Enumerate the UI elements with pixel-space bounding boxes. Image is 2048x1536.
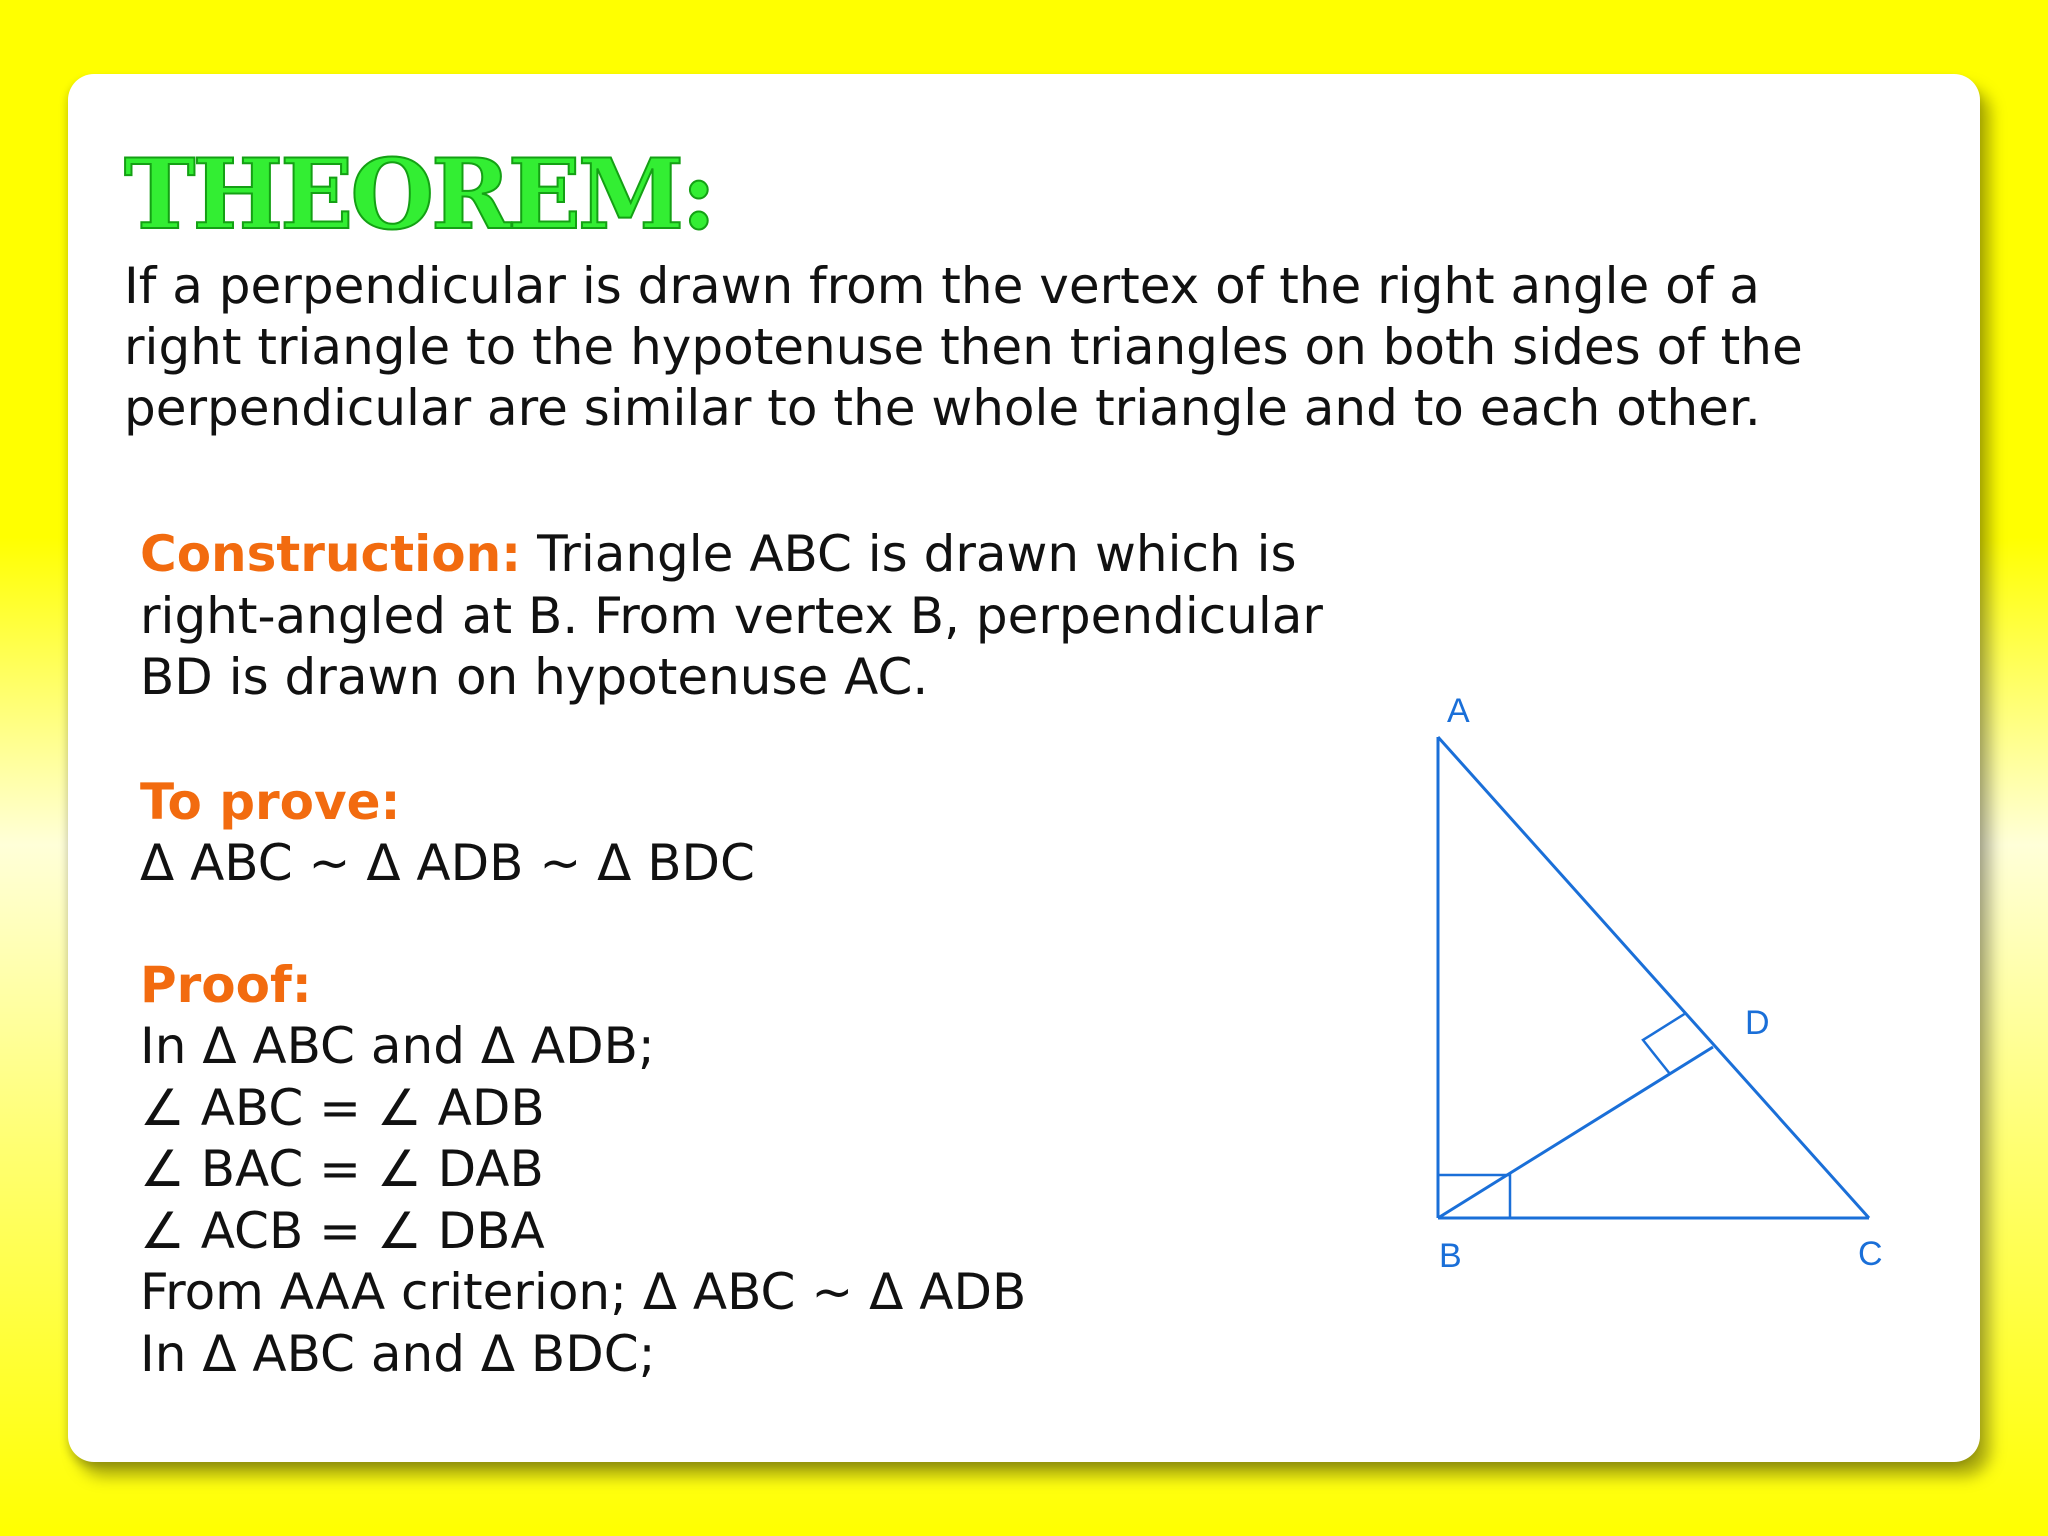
to-prove-statement: Δ ABC ~ Δ ADB ~ Δ BDC xyxy=(140,834,755,892)
spacer xyxy=(140,709,1323,772)
label-b: B xyxy=(1439,1237,1462,1275)
construction-text: Triangle ABC is drawn which is xyxy=(521,525,1297,583)
hypotenuse-ac xyxy=(1438,737,1869,1218)
construction-line: BD is drawn on hypotenuse AC. xyxy=(140,648,929,706)
label-a: A xyxy=(1447,692,1470,730)
proof-line: ∠ ACB = ∠ DBA xyxy=(140,1201,545,1260)
construction-line: right-angled at B. From vertex B, perpendicular xyxy=(140,586,1323,645)
proof-line: In Δ ABC and Δ BDC; xyxy=(140,1324,656,1383)
label-c: C xyxy=(1858,1235,1883,1273)
statement-line: perpendicular are similar to the whole triangle and to each other. xyxy=(124,379,1761,437)
statement-line: right triangle to the hypotenuse then triangles on both sides of the xyxy=(124,318,1803,376)
proof-line: From AAA criterion; Δ ABC ~ Δ ADB xyxy=(140,1263,1027,1321)
construction-line xyxy=(140,524,1323,586)
statement-line: If a perpendicular is drawn from the vertex of the right angle of a xyxy=(124,257,1760,315)
proof-line: In Δ ABC and Δ ADB; xyxy=(140,1017,655,1075)
perpendicular-bd xyxy=(1438,1047,1713,1218)
to-prove-heading: To prove: xyxy=(140,772,401,831)
right-angle-marker-d xyxy=(1643,1013,1686,1074)
proof-body xyxy=(140,524,1323,1385)
proof-heading: Proof: xyxy=(140,955,312,1014)
theorem-statement xyxy=(124,256,1944,439)
construction-heading: Construction: xyxy=(140,525,522,583)
triangle-figure xyxy=(1400,680,1920,1300)
label-d: D xyxy=(1745,1004,1770,1042)
spacer xyxy=(140,895,1323,955)
proof-line: ∠ BAC = ∠ DAB xyxy=(140,1140,544,1198)
proof-line: ∠ ABC = ∠ ADB xyxy=(140,1078,545,1137)
theorem-title: THEOREM: xyxy=(124,138,714,251)
